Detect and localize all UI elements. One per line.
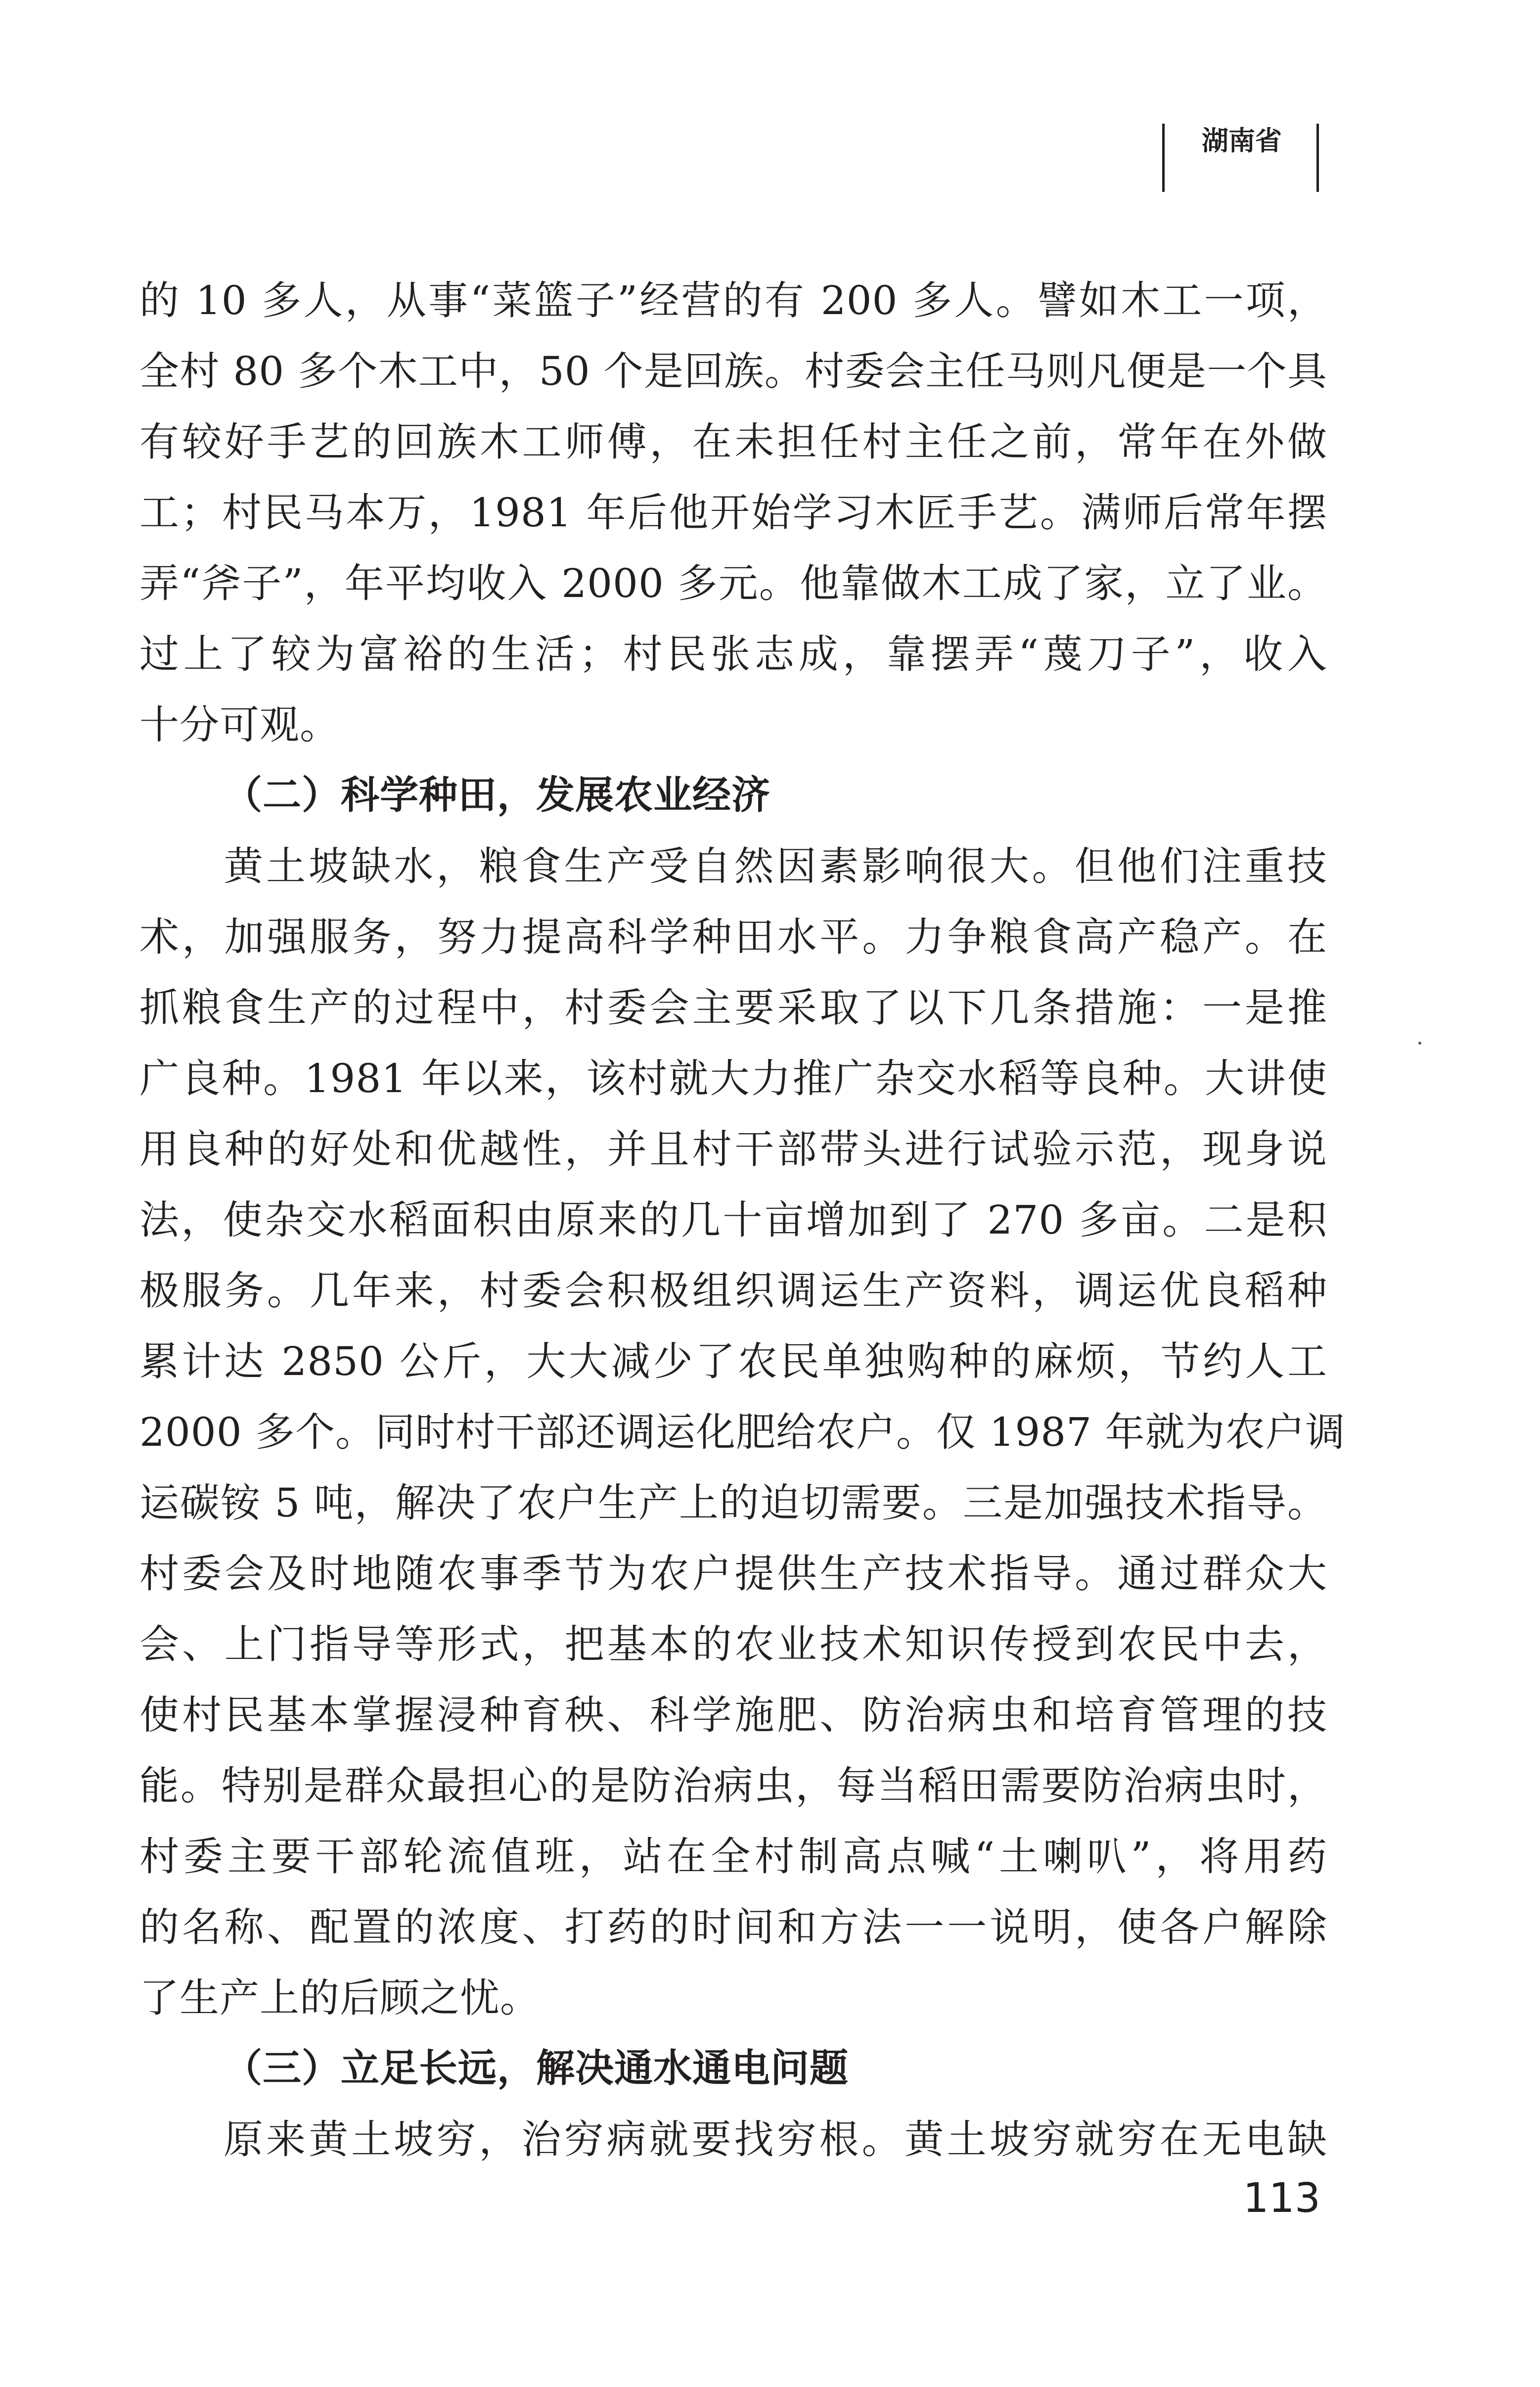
paragraph-line: 术，加强服务，努力提高科学种田水平。力争粮食高产稳产。在 <box>139 914 1327 960</box>
paragraph-line: 会、上门指导等形式，把基本的农业技术知识传授到农民中去， <box>139 1621 1327 1667</box>
paragraph-line: 有较好手艺的回族木工师傅，在未担任村主任之前，常年在外做 <box>139 419 1327 465</box>
paragraph-line: 过上了较为富裕的生活；村民张志成，靠摆弄“蔑刀子”，收入 <box>139 631 1327 677</box>
paragraph-line: 运碳铵 5 吨，解决了农户生产上的迫切需要。三是加强技术指导。 <box>139 1480 1327 1526</box>
paragraph-line: 广良种。1981 年以来，该村就大力推广杂交水稻等良种。大讲使 <box>139 1056 1327 1102</box>
page-number: 113 <box>1243 2175 1320 2222</box>
section-heading: （二）科学种田，发展农业经济 <box>224 773 771 818</box>
paragraph-line: 用良种的好处和优越性，并且村干部带头进行试验示范，现身说 <box>139 1126 1327 1172</box>
paragraph-line: 法，使杂交水稻面积由原来的几十亩增加到了 270 多亩。二是积 <box>139 1197 1327 1243</box>
paragraph-line: 累计达 2850 公斤，大大减少了农民单独购种的麻烦，节约人工 <box>139 1338 1327 1384</box>
paragraph-line: 了生产上的后顾之忧。 <box>139 1975 540 2021</box>
paragraph-line: 十分可观。 <box>139 702 340 748</box>
section-heading: （三）立足长远，解决通水通电问题 <box>224 2046 849 2091</box>
paragraph-line: 村委会及时地随农事季节为农户提供生产技术指导。通过群众大 <box>139 1551 1327 1597</box>
paragraph-line: 工；村民马本万，1981 年后他开始学习木匠手艺。满师后常年摆 <box>139 490 1327 536</box>
paragraph-line: 2000 多个。同时村干部还调运化肥给农户。仅 1987 年就为农户调 <box>139 1409 1346 1455</box>
header-right-rule <box>1316 124 1319 192</box>
paragraph-line: 的名称、配置的浓度、打药的时间和方法一一说明，使各户解除 <box>139 1904 1327 1950</box>
header-left-rule <box>1162 124 1165 192</box>
paragraph-line: 全村 80 多个木工中，50 个是回族。村委会主任马则凡便是一个具 <box>139 348 1327 394</box>
body-text <box>139 265 1346 2175</box>
paragraph-line: 的 10 多人，从事“菜篮子”经营的有 200 多人。譬如木工一项， <box>139 277 1327 323</box>
print-speck <box>1418 1042 1421 1045</box>
paragraph-line: 黄土坡缺水，粮食生产受自然因素影响很大。但他们注重技 <box>224 843 1327 889</box>
paragraph-line: 能。特别是群众最担心的是防治病虫，每当稻田需要防治病虫时， <box>139 1763 1327 1809</box>
paragraph-line: 村委主要干部轮流值班，站在全村制高点喊“土喇叭”，将用药 <box>139 1834 1327 1880</box>
running-header-title: 湖南省 <box>1202 125 1282 156</box>
paragraph-line: 极服务。几年来，村委会积极组织调运生产资料，调运优良稻种 <box>139 1268 1327 1314</box>
paragraph-line: 使村民基本掌握浸种育秧、科学施肥、防治病虫和培育管理的技 <box>139 1692 1327 1738</box>
paragraph-line: 原来黄土坡穷，治穷病就要找穷根。黄土坡穷就穷在无电缺 <box>224 2116 1327 2162</box>
paragraph-line: 弄“斧子”，年平均收入 2000 多元。他靠做木工成了家，立了业。 <box>139 560 1327 606</box>
paragraph-line: 抓粮食生产的过程中，村委会主要采取了以下几条措施：一是推 <box>139 985 1327 1031</box>
